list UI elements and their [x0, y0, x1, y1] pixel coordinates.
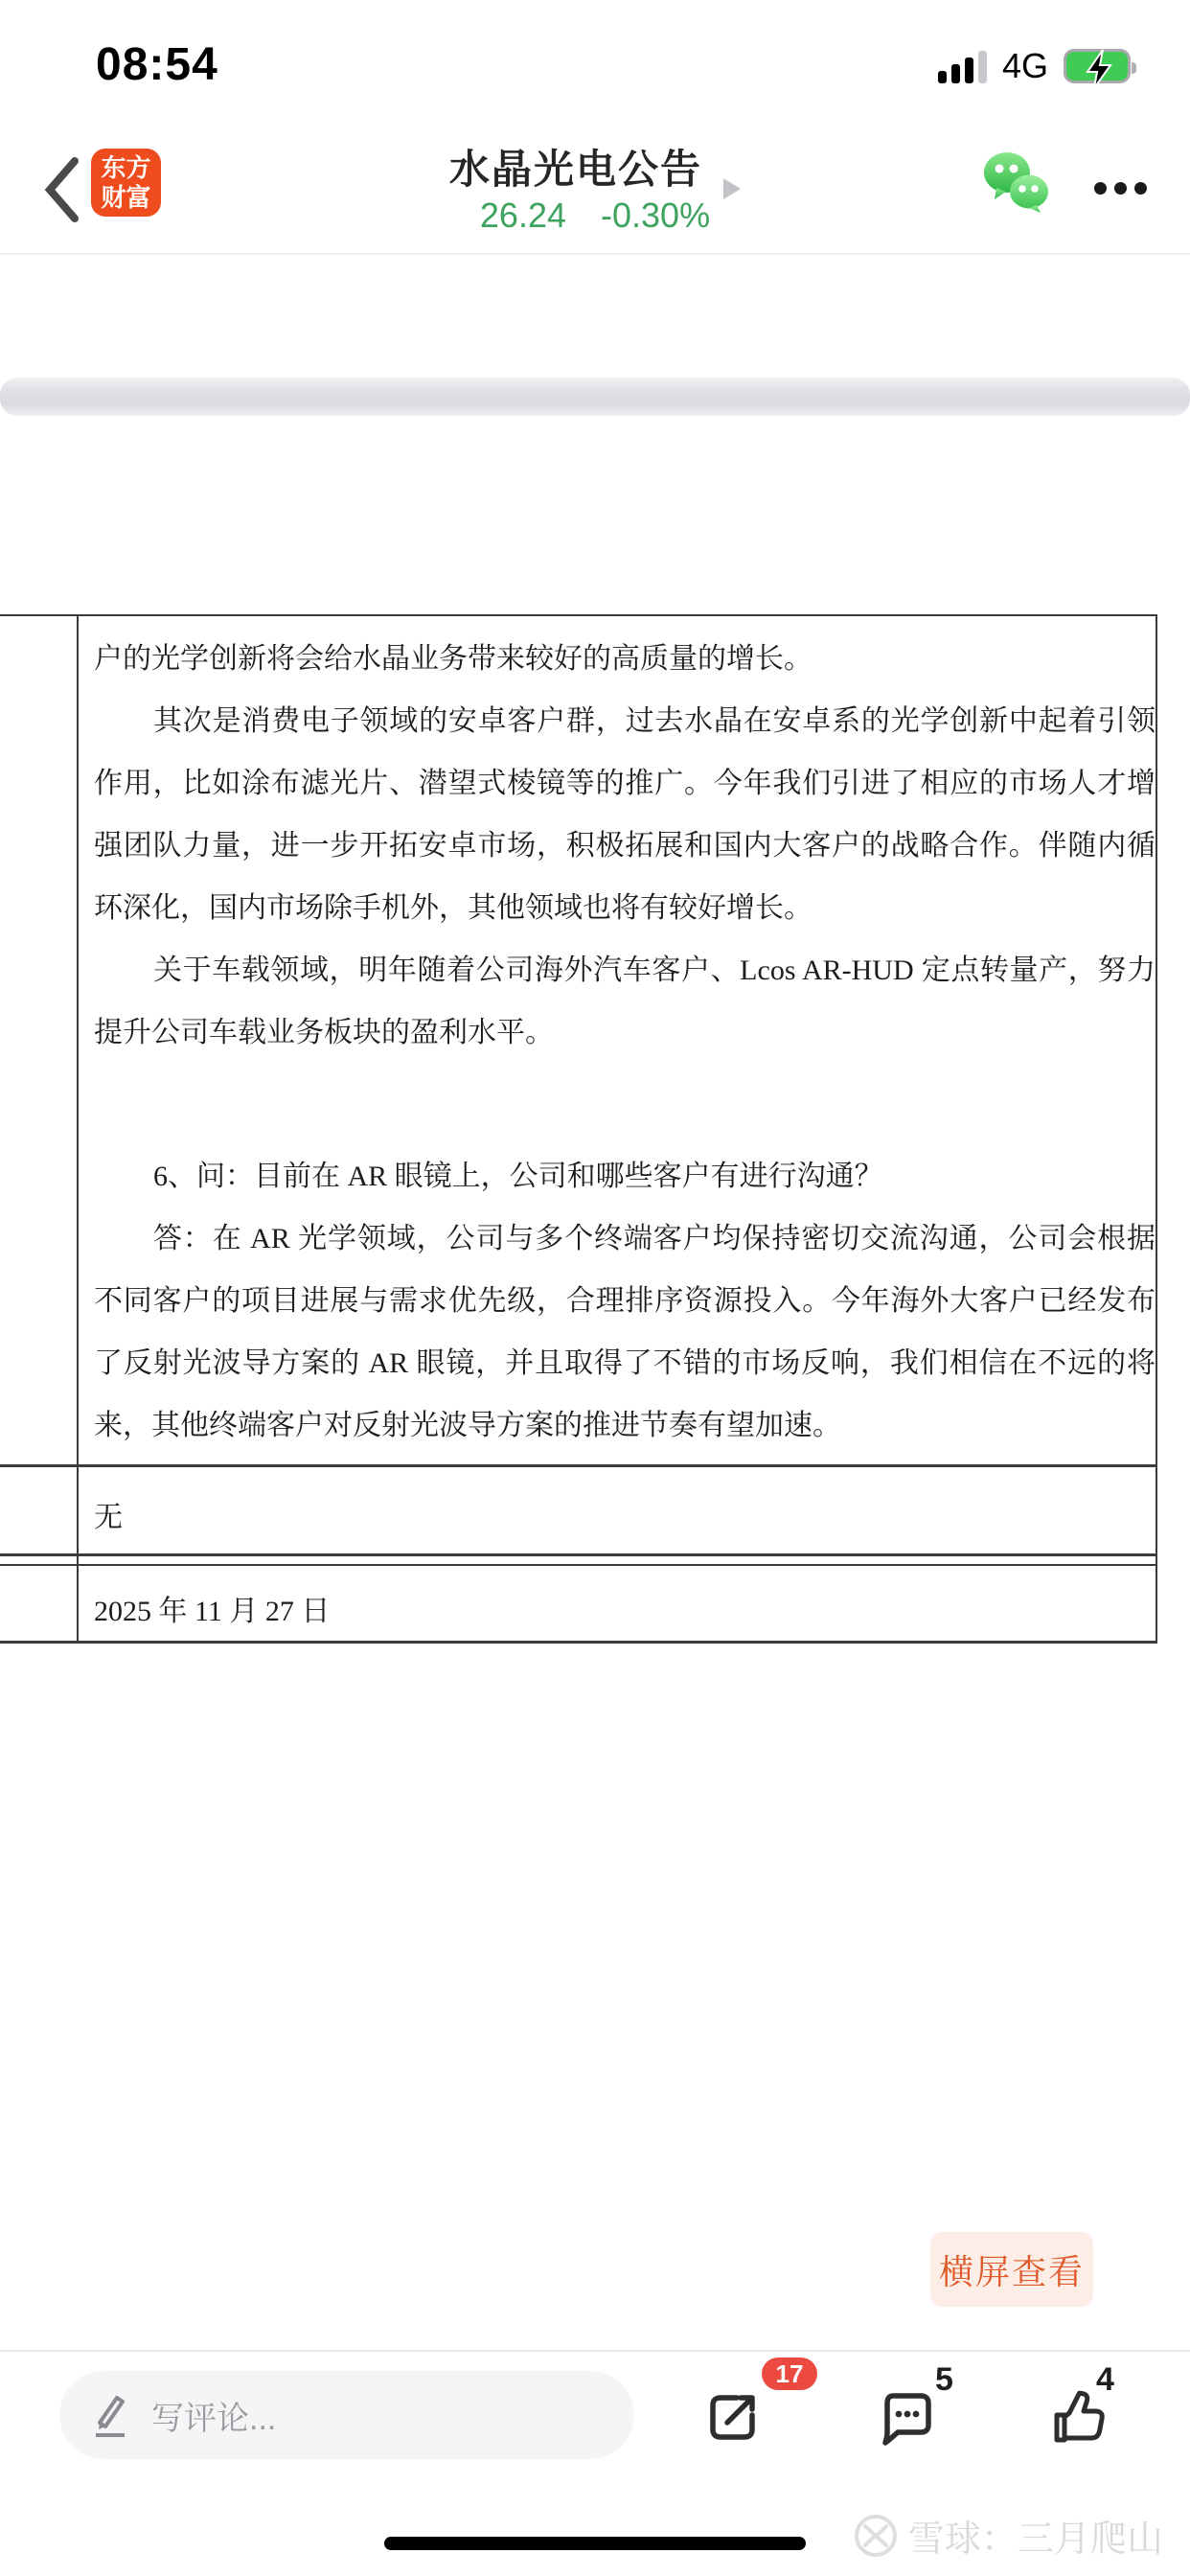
- announcement-document[interactable]: [0, 416, 1190, 2045]
- app-logo-line2: 财富: [101, 183, 151, 212]
- document-text-line: 6、问：目前在 AR 眼镜上，公司和哪些客户有进行沟通？: [153, 1161, 883, 1192]
- document-text-line: 提升公司车载业务板块的盈利水平。: [94, 1017, 554, 1048]
- document-text-line: 作用，比如涂布滤光片、潜望式棱镜等的推广。今年我们引进了相应的市场人才增: [94, 768, 1156, 799]
- battery-charging-icon: [1064, 49, 1131, 83]
- table-cell-date: 2025 年 11 月 27 日: [94, 1596, 331, 1627]
- watermark: [853, 2509, 1163, 2562]
- stock-price: 26.24: [479, 196, 566, 235]
- table-border: [0, 614, 1157, 616]
- lightning-bolt-icon: [1080, 48, 1118, 90]
- table-border: [0, 1553, 1157, 1556]
- status-bar: [0, 0, 1190, 125]
- table-border: [0, 1564, 1157, 1566]
- share-button[interactable]: [704, 2388, 762, 2450]
- comments-button[interactable]: [875, 2388, 938, 2452]
- signal-strength-icon: [938, 49, 987, 83]
- collapsed-banner-bar[interactable]: [0, 378, 1190, 416]
- wechat-icon: [983, 151, 1050, 213]
- table-border: [0, 1464, 1157, 1467]
- document-text-line: 强团队力量，进一步开拓安卓市场，积极拓展和国内大客户的战略合作。伴随内循: [94, 830, 1156, 862]
- more-menu-button[interactable]: [1094, 182, 1147, 195]
- comment-placeholder: 写评论...: [151, 2400, 277, 2437]
- table-border: [1156, 614, 1157, 1644]
- table-border: [0, 1641, 1157, 1644]
- comment-count: 5: [935, 2361, 953, 2398]
- comment-input[interactable]: [59, 2371, 634, 2459]
- table-border: [77, 614, 79, 1644]
- watermark-text: 雪球：三月爬山: [907, 2519, 1163, 2560]
- document-text-line: 来，其他终端客户对反射光波导方案的推进节奏有望加速。: [94, 1410, 841, 1441]
- page-title: 水晶光电公告: [448, 147, 702, 192]
- pencil-icon: [90, 2392, 128, 2438]
- home-indicator[interactable]: [384, 2537, 806, 2550]
- table-cell-none: 无: [94, 1502, 123, 1533]
- document-text-line: 不同客户的项目进展与需求优先级，合理排序资源投入。今年海外大客户已经发布: [94, 1285, 1156, 1317]
- document-text-line: 其次是消费电子领域的安卓客户群，过去水晶在安卓系的光学创新中起着引领: [153, 705, 1156, 737]
- document-text-line: 关于车载领域，明年随着公司海外汽车客户、Lcos AR-HUD 定点转量产，努力: [153, 954, 1156, 986]
- nav-header: [0, 125, 1190, 255]
- network-type-label: 4G: [1001, 46, 1048, 85]
- like-count: 4: [1096, 2361, 1114, 2398]
- share-badge: 17: [762, 2358, 817, 2390]
- document-text-line: 了反射光波导方案的 AR 眼镜，并且取得了不错的市场反响，我们相信在不远的将: [94, 1347, 1156, 1379]
- document-text-line: 环深化，国内市场除手机外，其他领域也将有较好增长。: [94, 892, 812, 924]
- xueqiu-logo-icon: [853, 2513, 899, 2559]
- wechat-share-button[interactable]: [983, 151, 1050, 213]
- document-text-line: 答：在 AR 光学领域，公司与多个终端客户均保持密切交流沟通，公司会根据: [153, 1223, 1156, 1254]
- clock: 08:54: [96, 39, 218, 90]
- share-icon: [704, 2388, 762, 2446]
- app-logo-line1: 东方: [101, 153, 151, 182]
- landscape-view-button[interactable]: 横屏查看: [930, 2232, 1093, 2307]
- stock-change: -0.30%: [601, 196, 711, 235]
- document-text-line: 户的光学创新将会给水晶业务带来较好的高质量的增长。: [94, 643, 812, 675]
- comment-bubble-icon: [875, 2388, 938, 2448]
